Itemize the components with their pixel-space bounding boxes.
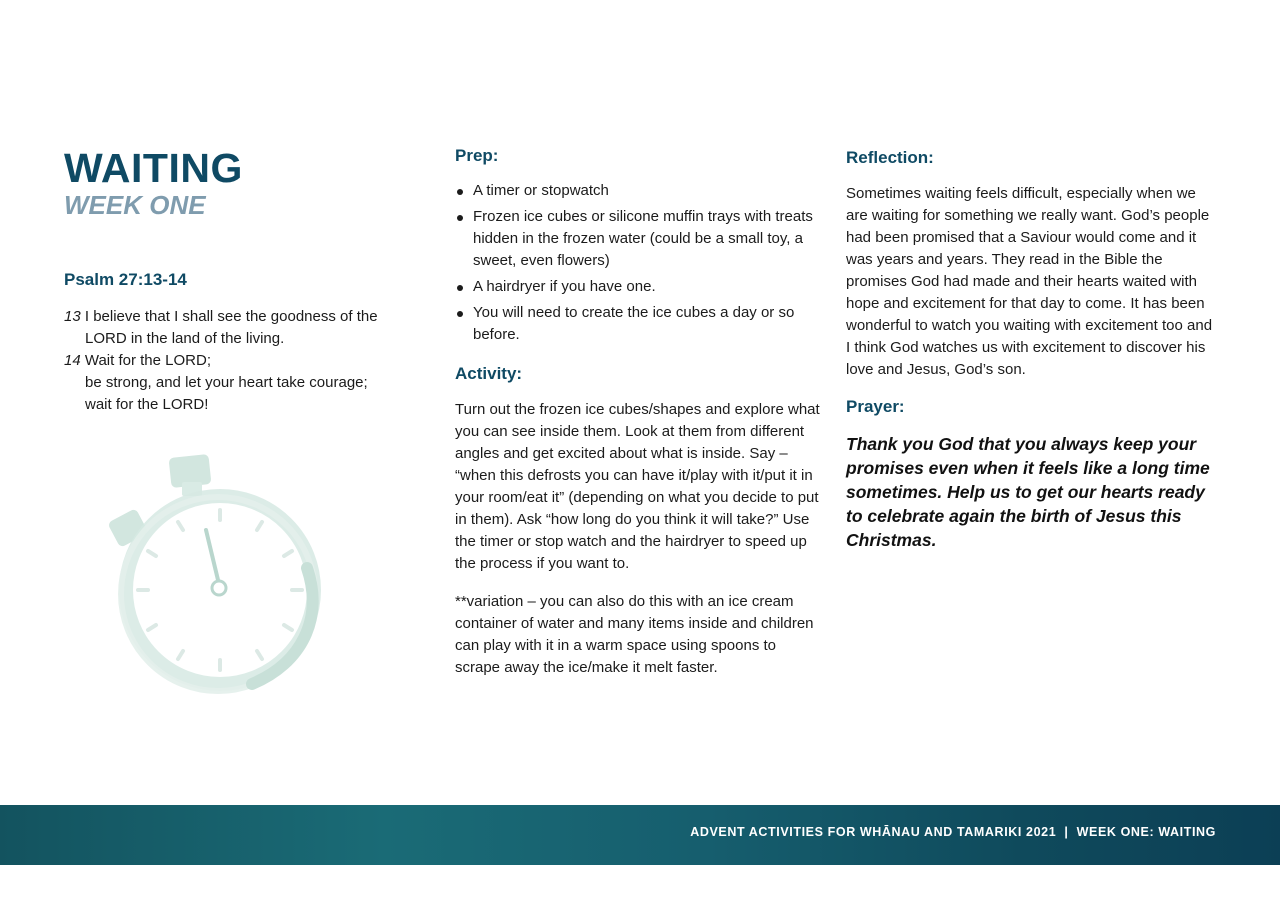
stopwatch-icon — [102, 448, 332, 698]
activity-variation: **variation – you can also do this with an ice cream container of water and many items inside and children can play with it in a warm space using spoons to scrape away the ice/make it melt faster. — [455, 593, 814, 676]
footer-band — [0, 805, 1280, 865]
verse-14-continued: wait for the LORD! — [85, 396, 209, 413]
verse-text: I believe that I shall see the goodness of the — [80, 308, 378, 325]
list-item: Frozen ice cubes or silicone muffin trays with treats hidden in the frozen water (could be a small toy, a sweet, even flowers) — [455, 206, 827, 272]
prayer-heading: Prayer: — [846, 397, 905, 416]
list-item: A timer or stopwatch — [455, 180, 827, 202]
verse-number: 14 — [64, 352, 81, 369]
prep-list — [455, 180, 827, 350]
reflection-text: Sometimes waiting feels difficult, especially when we are waiting for something we really want. God’s people had been promised that a Saviour would come and it was years and years. They read in the Bible the promises God had made and their hearts waited with hope and excitement for that day to come. It has been wonderful to watch you waiting with excitement too and I think God watches us with excitement to discover his love and Jesus, God’s son. — [846, 185, 1213, 378]
verse-13-continued: LORD in the land of the living. — [85, 330, 285, 347]
verse-text: Wait for the LORD; — [80, 352, 211, 369]
activity-instructions: Turn out the frozen ice cubes/shapes and explore what you can see inside them. Look at them from different angles and get excited about what is inside. Say – “when this defrosts you can have it/play with it/put it in your room/eat it” (depending on what you decide to put in them). Ask “how long do you think it will take?” Use the timer or stop watch and the hairdryer to speed up the process if you want to. — [455, 401, 820, 572]
activity-heading: Activity: — [455, 364, 523, 383]
prep-heading: Prep: — [455, 146, 499, 165]
scripture-reference: Psalm 27:13-14 — [64, 270, 187, 289]
verse-number: 13 — [64, 308, 81, 325]
verse-14 — [64, 350, 409, 372]
verse-14-continued: be strong, and let your heart take courage; — [85, 374, 368, 391]
page-subtitle: WEEK ONE — [64, 190, 206, 220]
list-item: A hairdryer if you have one. — [455, 276, 827, 298]
scripture-passage — [64, 306, 409, 416]
prayer-text: Thank you God that you always keep your promises even when it feels like a long time sometimes. Help us to get our hearts ready to celebrate again the birth of Jesus this Christmas. — [846, 434, 1210, 550]
list-item: You will need to create the ice cubes a day or so before. — [455, 302, 827, 346]
verse-13 — [64, 306, 409, 328]
page-title: WAITING — [64, 145, 243, 191]
reflection-heading: Reflection: — [846, 148, 934, 167]
footer-text: ADVENT ACTIVITIES FOR WHĀNAU AND TAMARIKI 2021 | WEEK ONE: WAITING — [690, 825, 1216, 839]
